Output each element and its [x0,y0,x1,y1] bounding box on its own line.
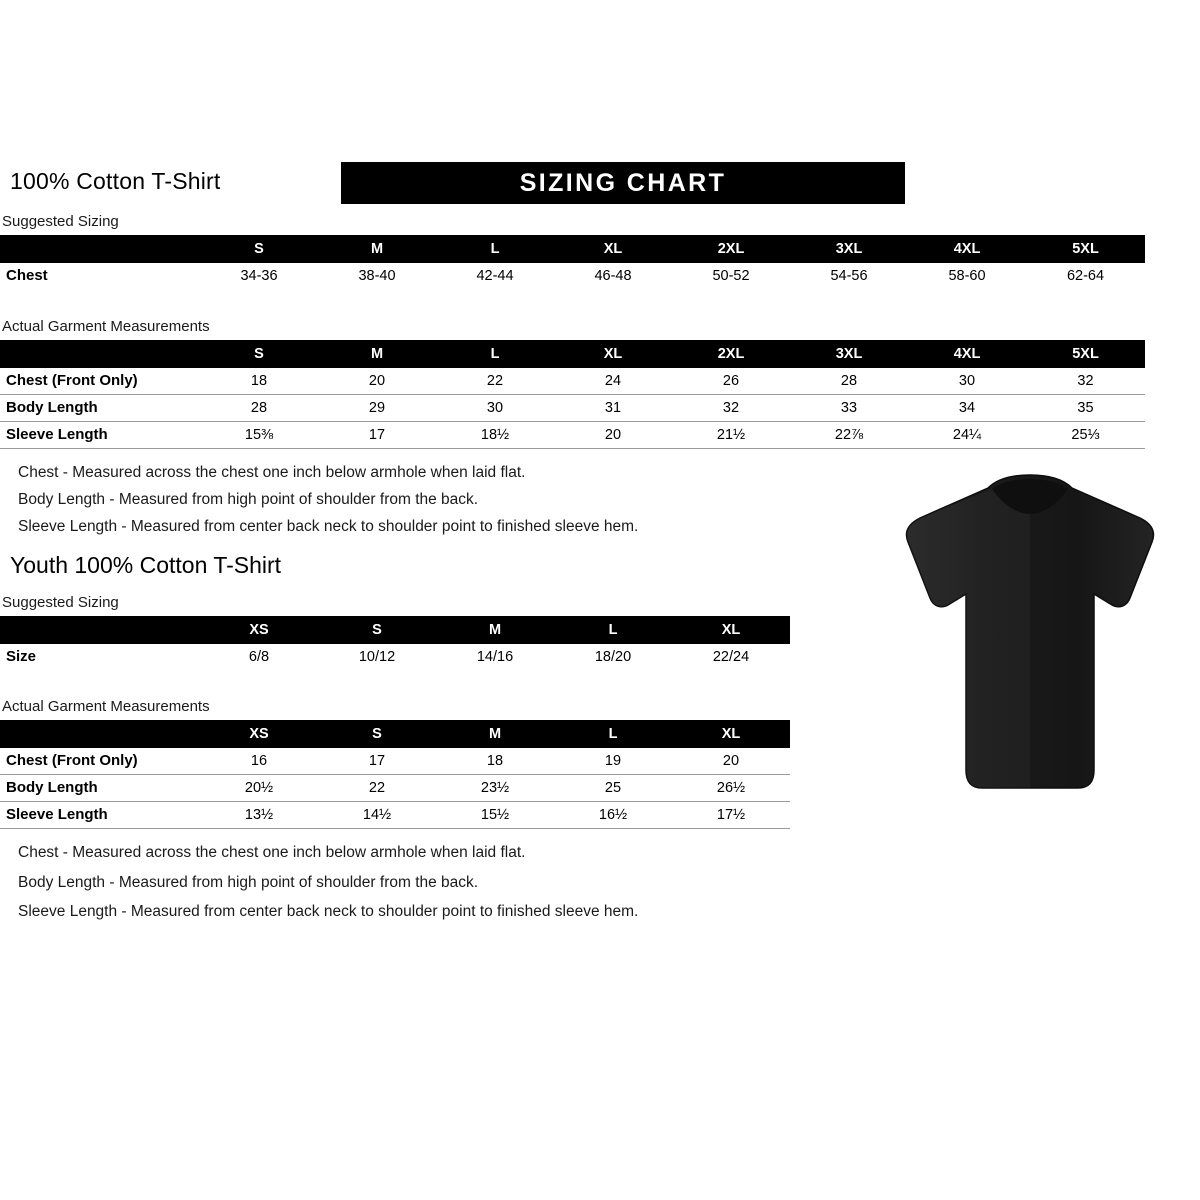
header-cell: S [318,616,436,644]
row-label: Chest (Front Only) [0,368,200,395]
adult-section-title: 100% Cotton T-Shirt [10,168,221,194]
header-cell: S [200,235,318,263]
header-cell: M [318,340,436,368]
header-cell: XL [672,616,790,644]
row-label: Body Length [0,775,200,802]
table-cell: 28 [790,368,908,395]
header-cell [0,616,200,644]
table-cell: 17 [318,422,436,449]
table-cell: 14/16 [476,649,514,665]
table-cell: 14½ [318,802,436,829]
table-cell: 29 [318,395,436,422]
header-cell: 3XL [790,235,908,263]
table-cell: 38-40 [358,268,396,284]
table-row [0,422,1145,449]
youth-actual-measurements-label: Actual Garment Measurements [2,698,210,715]
table-cell: 17½ [672,802,790,829]
table-cell: 32 [1026,368,1145,395]
table-cell: 33 [790,395,908,422]
youth-note-sleeve-length: Sleeve Length - Measured from center back neck to shoulder point to finished sleeve hem. [18,903,639,920]
table-cell: 62-64 [1066,268,1105,284]
table-cell: 54-56 [830,268,868,284]
adult-actual-measurements-label: Actual Garment Measurements [2,318,210,335]
table-cell: 18½ [436,422,554,449]
adult-note-body-length: Body Length - Measured from high point of shoulder from the back. [18,491,479,508]
table-cell: 30 [908,368,1026,395]
youth-note-chest: Chest - Measured across the chest one inch below armhole when laid flat. [18,844,526,861]
table-cell: 22 [436,368,554,395]
table-row [0,368,1145,395]
row-label: Chest (Front Only) [0,748,200,775]
adult-note-sleeve-length: Sleeve Length - Measured from center back neck to shoulder point to finished sleeve hem. [18,518,639,535]
table-row [0,775,790,802]
adult-note-chest: Chest - Measured across the chest one inch below armhole when laid flat. [18,464,526,481]
row-label: Body Length [0,395,200,422]
youth-actual-measurements-table [0,720,790,829]
table-cell: 31 [554,395,672,422]
header-cell: XS [200,720,318,748]
header-cell: 2XL [672,235,790,263]
table-cell: 26½ [672,775,790,802]
header-cell: S [318,720,436,748]
header-cell: XL [554,340,672,368]
header-cell: S [200,340,318,368]
row-label: Sleeve Length [0,422,200,449]
tshirt-illustration [880,470,1180,820]
table-cell: 46-48 [594,268,632,284]
table-cell: 42-44 [476,268,514,284]
table-header-row [0,616,790,644]
header-cell [0,340,200,368]
table-cell: 34-36 [240,268,278,284]
header-cell [0,235,200,263]
header-cell: 4XL [908,340,1026,368]
table-cell: 24 [554,368,672,395]
table-cell: 22 [318,775,436,802]
header-cell: 5XL [1026,235,1145,263]
table-cell: 17 [318,748,436,775]
table-cell: 28 [200,395,318,422]
header-cell: XS [200,616,318,644]
table-cell: 18 [200,368,318,395]
tshirt-product-image [880,470,1180,820]
table-cell: 35 [1026,395,1145,422]
table-cell: 50-52 [712,268,750,284]
table-cell: 16½ [554,802,672,829]
table-header-row [0,720,790,748]
table-header-row [0,340,1145,368]
header-cell: L [436,340,554,368]
table-cell: 13½ [200,802,318,829]
header-cell: XL [672,720,790,748]
row-label: Sleeve Length [0,802,200,829]
youth-section-title: Youth 100% Cotton T-Shirt [10,552,282,578]
table-header-row [0,235,1145,263]
youth-note-body-length: Body Length - Measured from high point of shoulder from the back. [18,874,479,891]
header-cell: 4XL [908,235,1026,263]
table-row [0,802,790,829]
table-cell: 18/20 [594,649,632,665]
table-cell: 34 [908,395,1026,422]
adult-actual-measurements-table [0,340,1145,449]
table-cell: 58-60 [948,268,986,284]
row-label: Size [6,648,37,665]
youth-suggested-sizing-table [0,616,790,670]
adult-suggested-sizing-table [0,235,1145,289]
table-cell: 16 [200,748,318,775]
header-cell: L [436,235,554,263]
header-cell: L [554,720,672,748]
header-cell: 2XL [672,340,790,368]
table-cell: 26 [672,368,790,395]
table-cell: 24¼ [908,422,1026,449]
table-cell: 15⅜ [200,422,318,449]
table-cell: 20 [318,368,436,395]
table-cell: 18 [436,748,554,775]
adult-suggested-sizing-label: Suggested Sizing [2,213,119,230]
table-row [0,748,790,775]
table-cell: 20 [672,748,790,775]
youth-suggested-sizing-label: Suggested Sizing [2,594,119,611]
sizing-chart-banner [341,162,905,204]
table-cell: 23½ [436,775,554,802]
header-cell: M [318,235,436,263]
table-cell: 21½ [672,422,790,449]
row-label: Chest [6,267,48,284]
header-cell: 5XL [1026,340,1145,368]
table-cell: 15½ [436,802,554,829]
table-cell: 10/12 [358,649,396,665]
table-cell: 22/24 [712,649,750,665]
table-row [0,263,1145,289]
table-cell: 20 [554,422,672,449]
table-cell: 22⅞ [790,422,908,449]
table-cell: 20½ [200,775,318,802]
header-cell [0,720,200,748]
header-cell: L [554,616,672,644]
table-cell: 30 [436,395,554,422]
table-cell: 19 [554,748,672,775]
table-cell: 25 [554,775,672,802]
header-cell: M [436,616,554,644]
header-cell: M [436,720,554,748]
table-cell: 6/8 [248,649,270,665]
table-cell: 25⅓ [1026,422,1145,449]
table-cell: 32 [672,395,790,422]
header-cell: 3XL [790,340,908,368]
table-row [0,644,790,670]
sizing-chart-banner-label: SIZING CHART [519,169,727,197]
table-row [0,395,1145,422]
header-cell: XL [554,235,672,263]
